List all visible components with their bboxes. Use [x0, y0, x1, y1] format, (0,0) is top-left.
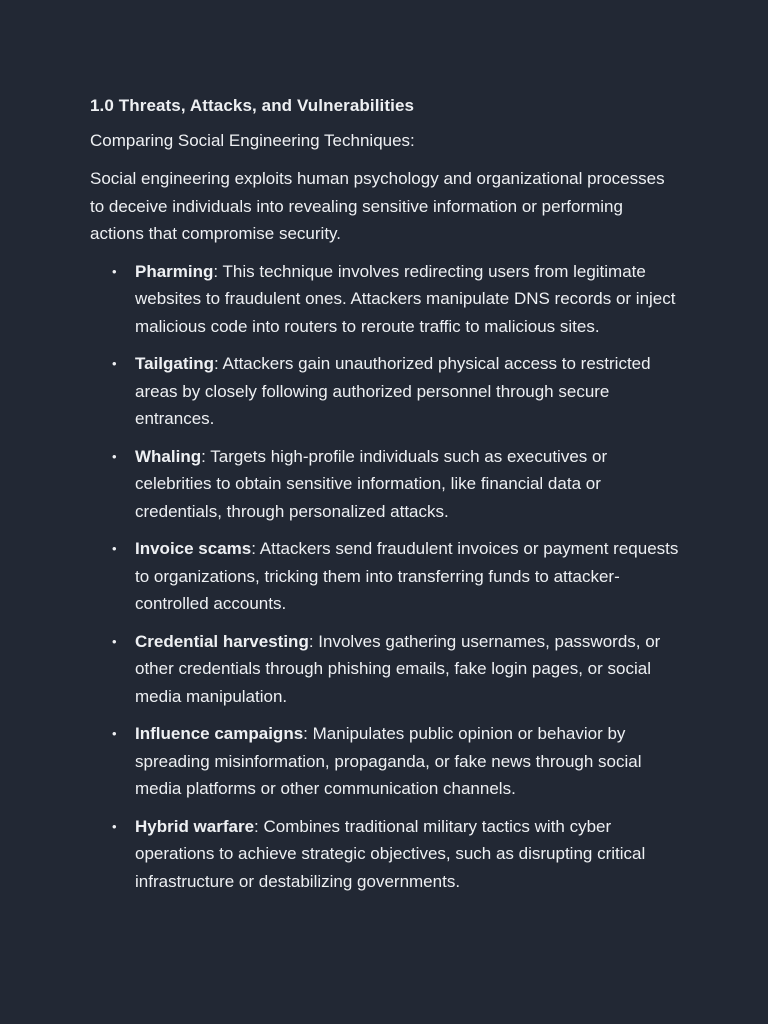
item-text: : Combines traditional military tactics with cyber operations to achieve strategic objectives, such as disrupting critical infrastructure or destabilizing governments. [135, 816, 646, 891]
item-text: : Involves gathering usernames, passwords, or other credentials through phishing emails, fake login pages, or social media manipulation. [135, 631, 661, 706]
item-term: Invoice scams [135, 539, 252, 558]
item-term: Credential harvesting [135, 631, 309, 651]
bullet-icon: • [112, 263, 117, 279]
list-item [90, 350, 680, 433]
bullet-icon: • [112, 633, 117, 649]
item-text: : Manipulates public opinion or behavior by spreading misinformation, propaganda, or fake news through social media platforms or other communication channels. [135, 724, 642, 798]
bullet-icon: • [112, 726, 117, 741]
item-term: Whaling [135, 446, 202, 466]
item-text: : This technique involves redirecting users from legitimate websites to fraudulent ones. Attackers manipulate DNS records or inject malicious code into routers to reroute traffic to malicious sites. [135, 261, 676, 336]
list-item [90, 535, 680, 618]
bullet-icon: • [112, 356, 117, 371]
bullet-icon: • [112, 818, 117, 834]
item-term: Tailgating [135, 354, 215, 373]
bullet-icon: • [112, 541, 117, 556]
list-item [90, 720, 680, 803]
list-item [90, 258, 680, 341]
list-item [90, 813, 680, 896]
section-heading: 1.0 Threats, Attacks, and Vulnerabilities [90, 96, 415, 115]
list-item [90, 628, 680, 711]
item-term: Hybrid warfare [135, 816, 255, 836]
item-text: : Targets high-profile individuals such as executives or celebrities to obtain sensitive information, like financial data or credentials, through personalized attacks. [135, 446, 608, 521]
technique-list [90, 258, 680, 896]
item-term: Pharming [135, 261, 214, 281]
item-term: Influence campaigns [135, 724, 304, 743]
item-text: : Attackers gain unauthorized physical access to restricted areas by closely following authorized personnel through secure entrances. [135, 354, 651, 428]
list-item [90, 443, 680, 526]
subheading: Comparing Social Engineering Techniques: [90, 131, 415, 150]
bullet-icon: • [112, 448, 117, 464]
item-text: : Attackers send fraudulent invoices or payment requests to organizations, tricking them into transferring funds to attacker-controlled accounts. [135, 539, 679, 613]
intro-paragraph: Social engineering exploits human psychology and organizational processes to deceive individuals into revealing sensitive information or performing actions that compromise security. [90, 169, 665, 243]
